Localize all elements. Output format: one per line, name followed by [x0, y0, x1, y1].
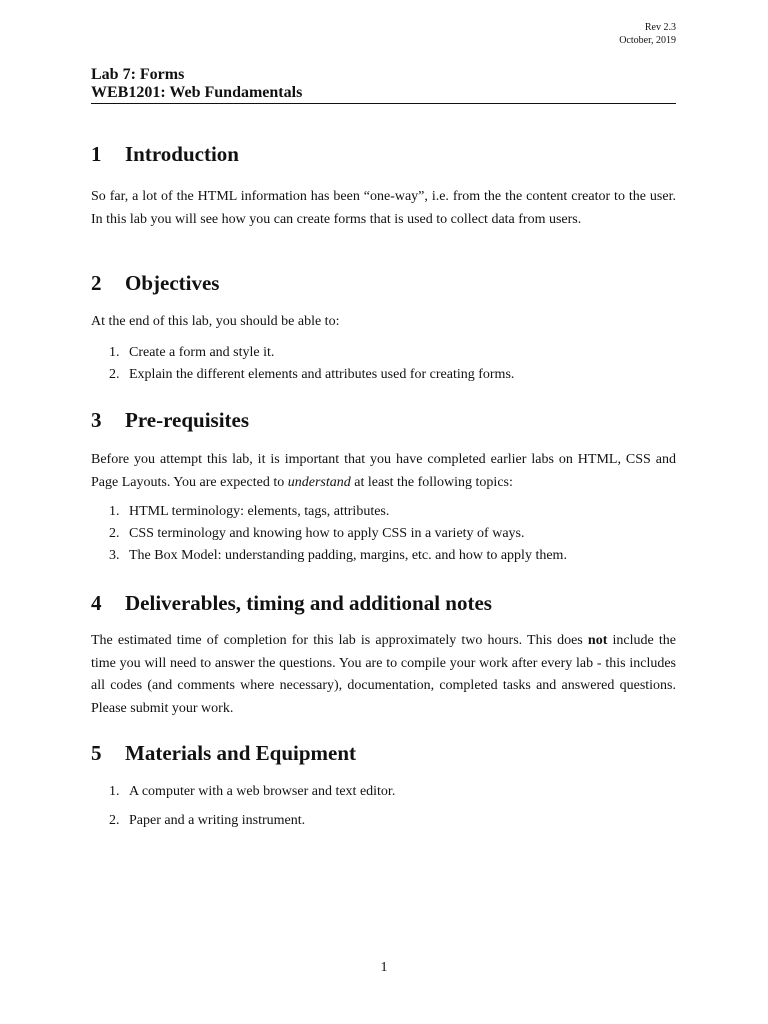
section-title: Introduction [125, 142, 239, 166]
section-number: 2 [91, 271, 102, 295]
list-item [109, 545, 676, 567]
section-number: 5 [91, 741, 102, 765]
intro-emphasis: understand [287, 474, 351, 490]
list-item [109, 342, 676, 364]
list-item [109, 523, 676, 545]
lab-title: Lab 7: Forms [91, 66, 185, 83]
section-heading [91, 740, 676, 766]
materials-list [91, 777, 676, 835]
section-heading [91, 141, 676, 167]
course-title: WEB1201: Web Fundamentals [91, 84, 303, 101]
list-text: HTML terminology: elements, tags, attributes. [129, 504, 390, 519]
section-title: Deliverables, timing and additional notes [125, 591, 492, 615]
prerequisites-list [91, 501, 676, 567]
document-header [91, 66, 676, 104]
section-intro: At the end of this lab, you should be able to: [91, 314, 340, 329]
list-number: 2. [109, 366, 120, 382]
paragraph-text-end: include the time you will need to answer the questions. You are to compile your work after every lab - this includes all codes (and comments where necessary), documentation, completed tasks and answered questions. Please submit your work. [91, 633, 676, 716]
list-item [109, 777, 676, 806]
list-text: Paper and a writing instrument. [129, 813, 306, 828]
section-paragraph: So far, a lot of the HTML information has been “one-way”, i.e. from the the content creator to the user. In this lab you will see how you can create forms that is used to collect data from users. [91, 189, 676, 227]
section-number: 1 [91, 142, 102, 166]
revision-date: October, 2019 [619, 35, 676, 46]
page-number: 1 [380, 960, 388, 975]
section-number: 4 [91, 591, 102, 615]
section-title: Materials and Equipment [125, 741, 357, 765]
list-number: 2. [109, 813, 120, 828]
revision-label: Rev 2.3 [644, 22, 676, 33]
list-text: A computer with a web browser and text editor. [129, 784, 396, 799]
section-objectives [91, 270, 676, 386]
intro-text: Before you attempt this lab, it is important that you have completed earlier labs on HTML, CSS and Page Layouts. You are expected to [91, 452, 676, 490]
list-text: Explain the different elements and attributes used for creating forms. [129, 366, 515, 382]
section-title: Objectives [125, 271, 220, 295]
section-intro [91, 449, 676, 494]
intro-text-end: at least the following topics: [350, 474, 513, 490]
list-item [109, 806, 676, 835]
list-item [109, 501, 676, 523]
list-text: Create a form and style it. [129, 344, 275, 360]
list-number: 1. [109, 784, 120, 799]
list-number: 3. [109, 548, 120, 563]
section-title: Pre-requisites [125, 408, 250, 432]
list-text: CSS terminology and knowing how to apply CSS in a variety of ways. [129, 526, 525, 541]
list-number: 2. [109, 526, 120, 541]
section-introduction [91, 141, 676, 231]
objectives-list [91, 342, 676, 386]
section-heading [91, 407, 676, 433]
section-deliverables [91, 590, 676, 720]
section-materials [91, 740, 676, 835]
list-number: 1. [109, 344, 120, 360]
paragraph-bold: not [587, 633, 608, 648]
section-heading [91, 270, 676, 296]
paragraph-text: The estimated time of completion for this lab is approximately two hours. This does [91, 633, 588, 648]
section-number: 3 [91, 408, 102, 432]
list-item [109, 364, 676, 386]
section-prerequisites [91, 407, 676, 567]
list-text: The Box Model: understanding padding, margins, etc. and how to apply them. [129, 548, 567, 563]
revision-block [619, 21, 676, 47]
section-heading [91, 590, 676, 616]
section-paragraph [91, 630, 676, 720]
list-number: 1. [109, 504, 120, 519]
